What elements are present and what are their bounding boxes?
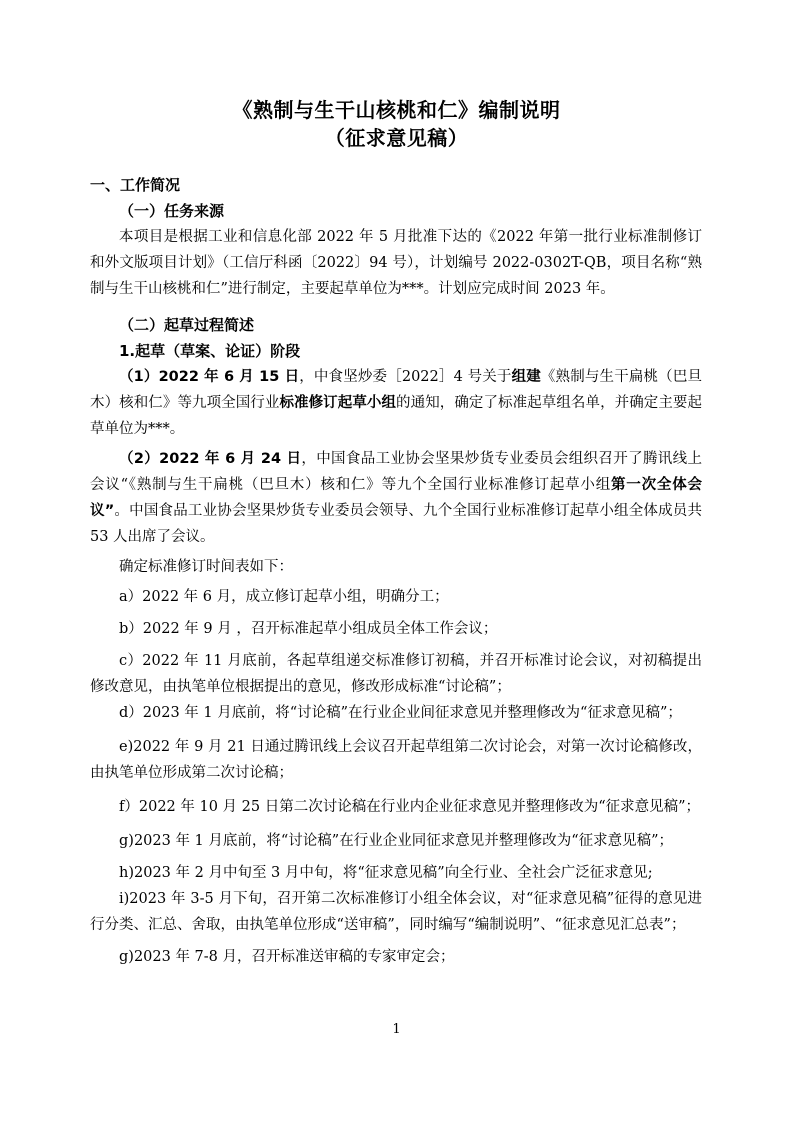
step-1-date: （1）2022 年 6 月 15 日 bbox=[119, 369, 300, 385]
step-2-date: （2）2022 年 6 月 24 日 bbox=[119, 451, 302, 467]
subsection-heading-drafting-process: （二）起草过程简述 bbox=[119, 316, 255, 334]
task-source-paragraph: 本项目是根据工业和信息化部 2022 年 5 月批准下达的《2022 年第一批行业标准制修订和外文版项目计划》（工信厅科函〔2022〕94 号），计划编号 2022-0302T-QB，项目名称“熟制与生干山核桃和仁”进行制定，主要起草单位为***。计划应完成时间 2023 年。 bbox=[90, 229, 702, 297]
schedule-intro: 确定标准修订时间表如下： bbox=[119, 559, 293, 575]
section-heading-work-overview: 一、工作简况 bbox=[90, 176, 181, 194]
schedule-item: h)2023 年 2 月中旬至 3 月中旬，将“征求意见稿”向全行业、全社会广泛征求意见; bbox=[119, 865, 653, 881]
schedule-item: a）2022 年 6 月，成立修订起草小组，明确分工； bbox=[119, 589, 449, 605]
bold-phrase: 标准修订起草小组 bbox=[279, 395, 397, 411]
paragraph-step-1: （1）2022 年 6 月 15 日，中食坚炒委［2022］4 号关于组建《熟制与生干扁桃（巴旦木）核和仁》等九项全国行业标准修订起草小组的通知，确定了标准起草组名单，并确定主要起草单位为***。 bbox=[90, 369, 703, 437]
schedule-item: c）2022 年 11 月底前，各起草组递交标准修订初稿，并召开标准讨论会议，对初稿提出修改意见，由执笔单位根据提出的意见，修改形成标准“讨论稿”； bbox=[90, 653, 702, 695]
schedule-item: f）2022 年 10 月 25 日第二次讨论稿在行业内企业征求意见并整理修改为“征求意见稿”； bbox=[119, 799, 701, 815]
schedule-item: d）2023 年 1 月底前，将“讨论稿”在行业企业间征求意见并整理修改为“征求意见稿”； bbox=[119, 705, 682, 721]
document-title: 《熟制与生干山核桃和仁》编制说明 bbox=[232, 98, 561, 122]
document-subtitle: （征求意见稿） bbox=[324, 126, 469, 150]
schedule-item: g)2023 年 7-8 月，召开标准送审稿的专家审定会； bbox=[119, 949, 455, 965]
page-number: 1 bbox=[392, 1022, 401, 1037]
document-body bbox=[90, 172, 702, 970]
bold-phrase: 组建 bbox=[511, 369, 541, 385]
bold-phrase: 第一次全体会议” bbox=[90, 477, 702, 519]
schedule-item: g)2023 年 1 月底前，将“讨论稿”在行业企业同征求意见并整理修改为“征求意见稿”； bbox=[119, 833, 674, 849]
schedule-item: e)2022 年 9 月 21 日通过腾讯线上会议召开起草组第二次讨论会，对第一次讨论稿修改，由执笔单位形成第二次讨论稿； bbox=[90, 739, 702, 781]
subsection-heading-task-source: （一）任务来源 bbox=[119, 202, 225, 220]
paragraph-step-2: （2）2022 年 6 月 24 日，中国食品工业协会坚果炒货专业委员会组织召开了腾讯线上会议“《熟制与生干扁桃（巴旦木）核和仁》等九个全国行业标准修订起草小组第一次全体会议”。中国食品工业协会坚果炒货专业委员会领导、九个全国行业标准修订起草小组全体成员共 53 人出席了会议。 bbox=[90, 451, 703, 545]
stage-heading: 1.起草（草案、论证）阶段 bbox=[119, 342, 301, 360]
schedule-item: b）2022 年 9 月 ，召开标准起草小组成员全体工作会议； bbox=[119, 621, 498, 637]
schedule-item: i)2023 年 3-5 月下旬，召开第二次标准修订小组全体会议，对“征求意见稿”征得的意见进行分类、汇总、舍取，由执笔单位形成“送审稿”，同时编写“编制说明”、“征求意见汇总表”； bbox=[90, 891, 702, 933]
